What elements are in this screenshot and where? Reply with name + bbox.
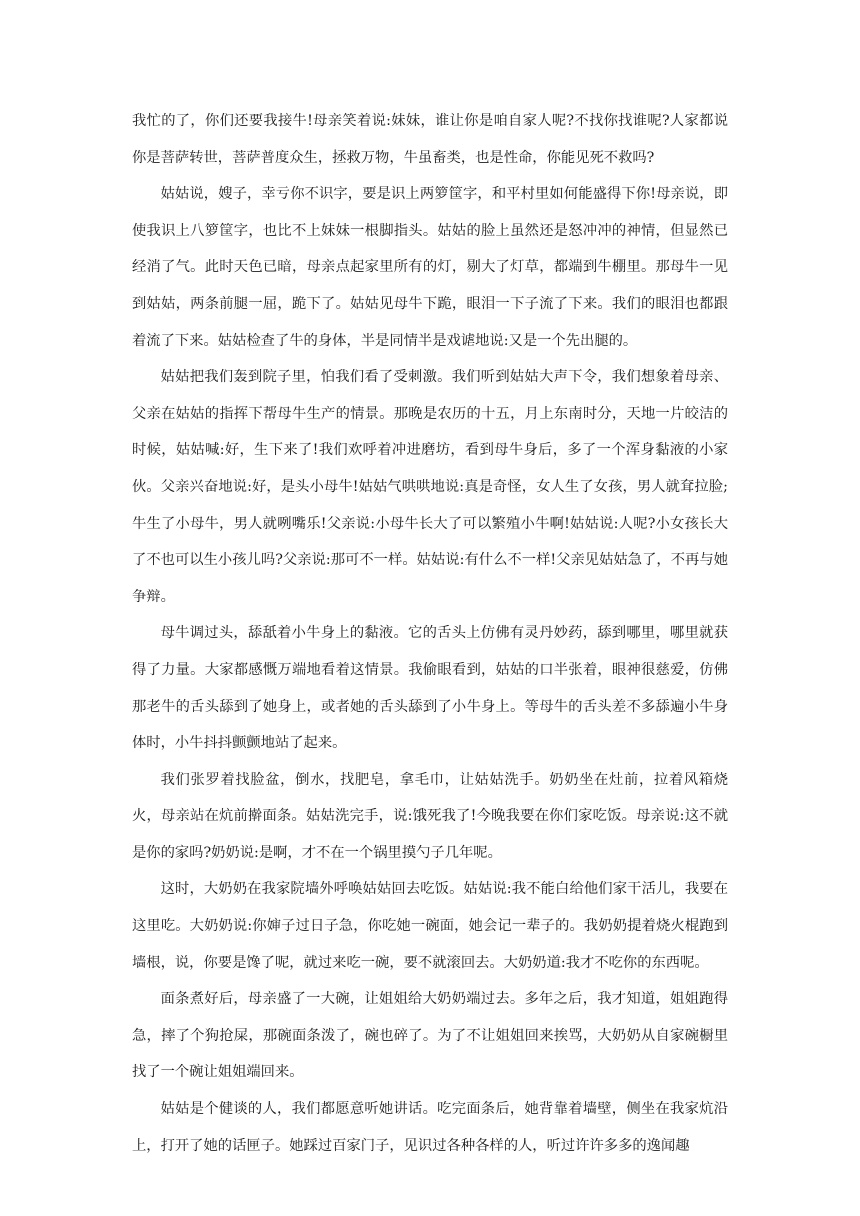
paragraph-6: 这时，大奶奶在我家院墙外呼唤姑姑回去吃饭。姑姑说:我不能白给他们家干活儿，我要在这里吃。大奶奶说:你婶子过日子急，你吃她一碗面，她会记一辈子的。我奶奶提着烧火棍跑到墙根，说，你要是馋了呢，就过来吃一碗，要不就滚回去。大奶奶道:我才不吃你的东西呢。 xyxy=(132,881,728,971)
paragraph-7: 面条煮好后，母亲盛了一大碗，让姐姐给大奶奶端过去。多年之后，我才知道，姐姐跑得急，摔了个狗抢屎，那碗面条泼了，碗也碎了。为了不让姐姐回来挨骂，大奶奶从自家碗橱里找了一个碗让姐姐端回来。 xyxy=(132,991,728,1081)
paragraph-8: 姑姑是个健谈的人，我们都愿意听她讲话。吃完面条后，她背靠着墙壁，侧坐在我家炕沿上，打开了她的话匣子。她踩过百家门子，见识过各种各样的人，听过许许多多的逸闻趣 xyxy=(132,1101,728,1154)
document-body xyxy=(132,103,728,1164)
paragraph-2: 姑姑说，嫂子，幸亏你不识字，要是识上两箩筐字，和平村里如何能盛得下你!母亲说，即使我识上八箩筐字，也比不上妹妹一根脚指头。姑姑的脸上虽然还是怒冲冲的神情，但显然已经消了气。此时天色已暗，母亲点起家里所有的灯，剔大了灯草，都端到牛棚里。那母牛一见到姑姑，两条前腿一屈，跪下了。姑姑见母牛下跪，眼泪一下子流了下来。我们的眼泪也都跟着流了下来。姑姑检查了牛的身体，半是同情半是戏谑地说:又是一个先出腿的。 xyxy=(132,186,728,349)
paragraph-3: 姑姑把我们轰到院子里，怕我们看了受刺激。我们听到姑姑大声下令，我们想象着母亲、父亲在姑姑的指挥下帮母牛生产的情景。那晚是农历的十五，月上东南时分，天地一片皎洁的时候，姑姑喊:好，生下来了!我们欢呼着冲进磨坊，看到母牛身后，多了一个浑身黏液的小家伙。父亲兴奋地说:好，是头小母牛!姑姑气哄哄地说:真是奇怪，女人生了女孩，男人就耷拉脸;牛生了小母牛，男人就咧嘴乐!父亲说:小母牛长大了可以繁殖小牛啊!姑姑说:人呢?小女孩长大了不也可以生小孩儿吗?父亲说:那可不一样。姑姑说:有什么不一样!父亲见姑姑急了，不再与她争辩。 xyxy=(132,369,728,605)
paragraph-1: 我忙的了，你们还要我接牛!母亲笑着说:妹妹，谁让你是咱自家人呢?不找你找谁呢?人家都说你是菩萨转世，菩萨普度众生，拯救万物，牛虽畜类，也是性命，你能见死不救吗? xyxy=(132,113,728,166)
paragraph-5: 我们张罗着找脸盆，倒水，找肥皂，拿毛巾，让姑姑洗手。奶奶坐在灶前，拉着风箱烧火，母亲站在炕前擀面条。姑姑洗完手，说:饿死我了!今晚我要在你们家吃饭。母亲说:这不就是你的家吗?奶奶说:是啊，才不在一个锅里摸勺子几年呢。 xyxy=(132,771,728,861)
paragraph-4: 母牛调过头，舔舐着小牛身上的黏液。它的舌头上仿佛有灵丹妙药，舔到哪里，哪里就获得了力量。大家都感慨万端地看着这情景。我偷眼看到，姑姑的口半张着，眼神很慈爱，仿佛那老牛的舌头舔到了她身上，或者她的舌头舔到了小牛身上。等母牛的舌头差不多舔遍小牛身体时，小牛抖抖颤颤地站了起来。 xyxy=(132,625,728,752)
